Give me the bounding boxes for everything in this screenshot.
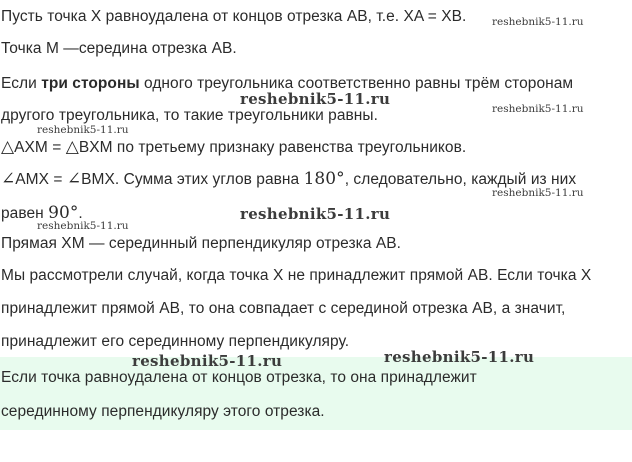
watermark: reshebnik5-11.ru [492, 103, 584, 115]
angle-value-180: 180° [303, 169, 345, 189]
text-line-1: Пусть точка X равноудалена от концов отрезка AB, т.е. XA = XB. [1, 8, 467, 25]
watermark: reshebnik5-11.ru [37, 124, 129, 136]
angle-symbol: ∠ [66, 169, 82, 189]
text-line-7-a: равен [1, 205, 49, 222]
text-line-6 [1, 169, 576, 190]
text-line-7-b: . [78, 205, 83, 222]
watermark: reshebnik5-11.ru [492, 187, 584, 199]
bold-phrase: три стороны [41, 75, 140, 92]
text-line-5-a: AXM = [14, 139, 66, 156]
conclusion-line-1: Если точка равноудалена от концов отрезка, то она принадлежит [1, 369, 477, 386]
text-line-4: другого треугольника, то такие треугольники равны. [1, 107, 378, 124]
text-line-6-c: , следовательно, каждый из них [344, 171, 577, 188]
text-line-6-b: BMX. Сумма этих углов равна [81, 171, 304, 188]
text-line-6-a: AMX = [15, 171, 67, 188]
text-line-10: принадлежит прямой AB, то она совпадает с серединой отрезка AB, а значит, [1, 300, 566, 317]
angle-value-90: 90° [48, 203, 79, 223]
text-line-2: Точка M —середина отрезка AB. [1, 40, 237, 57]
triangle-symbol: △ [1, 137, 15, 157]
text-line-5-b: BXM по третьему признаку равенства треугольников. [78, 139, 467, 156]
conclusion-line-2: серединному перпендикуляру этого отрезка. [1, 403, 325, 420]
watermark: reshebnik5-11.ru [240, 205, 391, 223]
text-line-5 [1, 137, 466, 158]
text-line-3-end: одного треугольника соответственно равны трём сторонам [139, 75, 574, 92]
watermark: reshebnik5-11.ru [37, 220, 129, 232]
angle-symbol: ∠ [1, 169, 16, 189]
text-line-8: Прямая XM — серединный перпендикуляр отрезка AB. [1, 235, 401, 252]
text-line-9: Мы рассмотрели случай, когда точка X не принадлежит прямой AB. Если точка X [1, 267, 592, 284]
watermark: reshebnik5-11.ru [132, 352, 283, 370]
watermark: reshebnik5-11.ru [492, 16, 584, 28]
watermark: reshebnik5-11.ru [240, 90, 391, 108]
triangle-symbol: △ [65, 137, 79, 157]
text-line-3-start: Если [1, 75, 42, 92]
watermark: reshebnik5-11.ru [384, 348, 535, 366]
text-line-11: принадлежит его серединному перпендикуляру. [1, 333, 350, 350]
